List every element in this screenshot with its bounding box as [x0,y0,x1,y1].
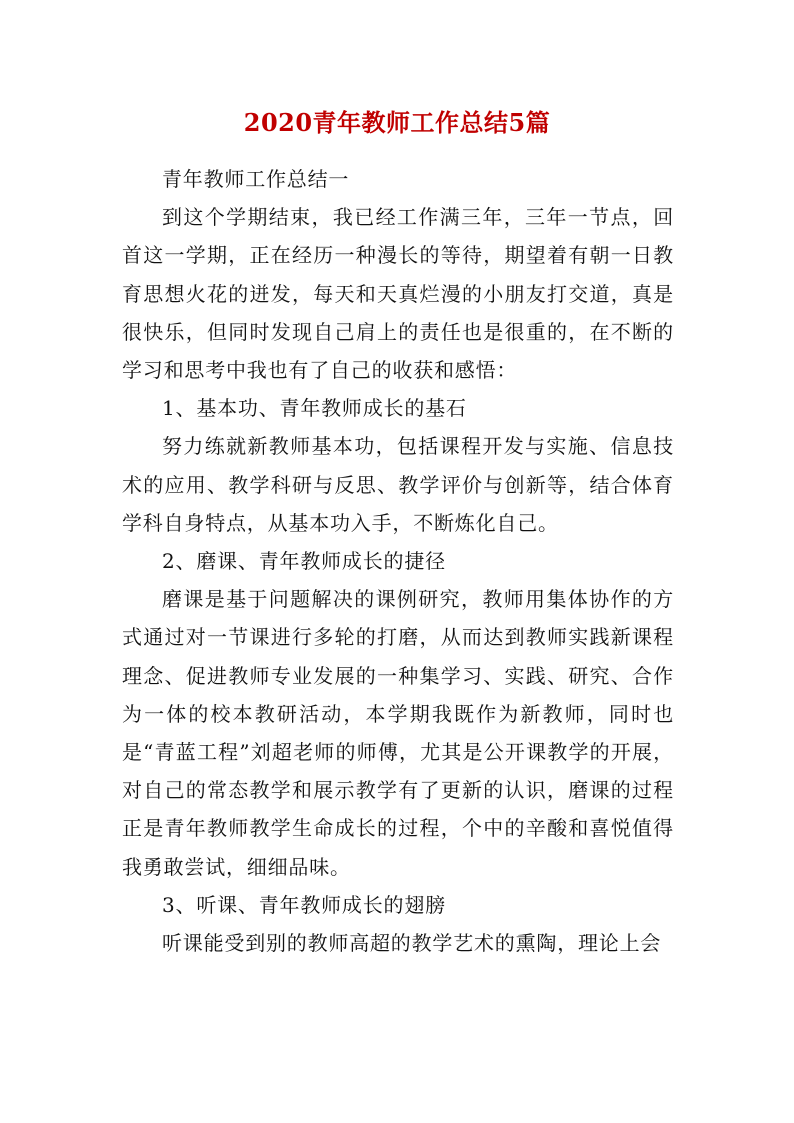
subsection-heading: 3、听课、青年教师成长的翅膀 [162,892,446,917]
body-paragraph: 到这个学期结束，我已经工作满三年，三年一节点，回首这一学期，正在经历一种漫长的等待，期望着有朝一日教育思想火花的迸发，每天和天真烂漫的小朋友打交道，真是很快乐，但同时发现自己肩上的责任也是很重的，在不断的学习和思考中我也有了自己的收获和感悟： [122,205,674,383]
subsection-heading: 2、磨课、青年教师成长的捷径 [162,549,446,574]
document-title: 2020青年教师工作总结5篇 [243,108,551,137]
body-paragraph: 磨课是基于问题解决的课例研究，教师用集体协作的方式通过对一节课进行多轮的打磨，从而达到教师实践新课程理念、促进教师专业发展的一种集学习、实践、研究、合作为一体的校本教研活动，本学期我既作为新教师，同时也是“青蓝工程”刘超老师的师傅，尤其是公开课教学的开展，对自己的常态教学和展示教学有了更新的认识，磨课的过程正是青年教师教学生命成长的过程，个中的辛酸和喜悦值得我勇敢尝试，细细品味。 [122,587,674,879]
body-paragraph: 努力练就新教师基本功，包括课程开发与实施、信息技术的应用、教学科研与反思、教学评价与创新等，结合体育学科自身特点，从基本功入手，不断炼化自己。 [122,434,674,535]
subsection-heading: 1、基本功、青年教师成长的基石 [162,396,467,421]
section-heading: 青年教师工作总结一 [162,167,350,191]
body-paragraph: 听课能受到别的教师高超的教学艺术的熏陶，理论上会 [162,931,662,956]
document-body [122,160,674,962]
